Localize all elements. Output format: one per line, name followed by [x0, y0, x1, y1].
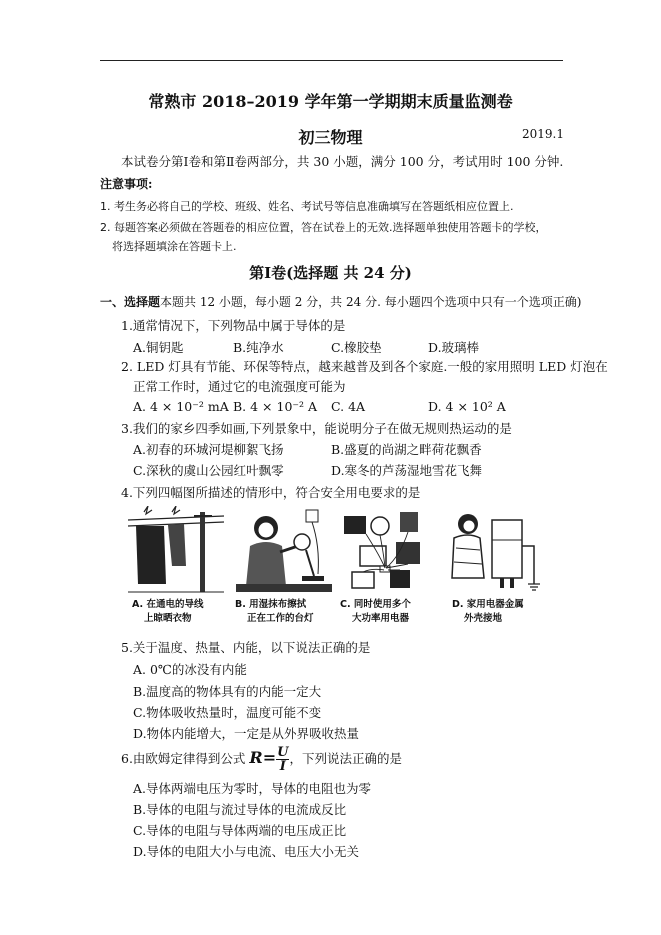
option: B.温度高的物体具有的内能一定大: [133, 684, 322, 699]
section-desc: 本题共 12 小题，每小题 2 分，共 24 分. 每小题四个选项中只有一个选项正确): [160, 295, 582, 309]
option: A.导体两端电压为零时，导体的电阻也为零: [133, 781, 372, 796]
caption-a: A. 在通电的导线 上晾晒衣物: [132, 599, 204, 624]
option: A. 0℃的冰没有内能: [133, 662, 247, 677]
question-2-stem-cont: 正常工作时，通过它的电流强度可能为: [133, 379, 346, 394]
image-d-grounded-appliance: [444, 506, 540, 594]
option: C.深秋的虞山公园红叶飘零: [133, 463, 284, 478]
option: B.盛夏的尚湖之畔荷花飘香: [331, 442, 482, 457]
caption-c: C. 同时使用多个 大功率用电器: [340, 599, 411, 624]
option: D. 4 × 10² A: [428, 399, 506, 414]
option: B. 4 × 10⁻² A: [233, 399, 318, 414]
intro-text: 本试卷分第Ⅰ卷和第Ⅱ卷两部分，共 30 小题，满分 100 分，考试用时 100 分钟.: [121, 154, 564, 169]
formula-r: R: [249, 748, 263, 767]
image-c-many-appliances: [340, 506, 436, 594]
question-5-stem: 5.关于温度、热量、内能，以下说法正确的是: [121, 640, 371, 655]
notice-item: 2. 每题答案必须做在答题卷的相应位置，答在试卷上的无效.选择题单独使用答题卡的学校，: [100, 221, 547, 234]
option: C.橡胶垫: [331, 340, 382, 355]
subject-title: 初三物理: [298, 128, 363, 147]
question-1-stem: 1.通常情况下，下列物品中属于导体的是: [121, 318, 346, 333]
option: C.物体吸收热量时，温度可能不变: [133, 705, 322, 720]
notice-item: 将选择题填涂在答题卡上.: [112, 240, 237, 253]
option: A. 4 × 10⁻² mA: [133, 399, 229, 414]
option: C. 4A: [331, 399, 366, 414]
question-3-stem: 3.我们的家乡四季如画,下列景象中，能说明分子在做无规则热运动的是: [121, 421, 512, 436]
option: D.物体内能增大，一定是从外界吸收热量: [133, 726, 360, 741]
formula-fraction: $\frac{U}{I}$: [277, 745, 289, 774]
notice-item: 1. 考生务必将自己的学校、班级、姓名、考试号等信息准确填写在答题纸相应位置上.: [100, 200, 514, 213]
option: D.寒冬的芦荡湿地雪花飞舞: [331, 463, 483, 478]
option: A.初春的环城河堤柳絮飞扬: [133, 442, 284, 457]
page-title: 常熟市 2018–2019 学年第一学期期末质量监测卷: [148, 92, 513, 111]
section-label: 一、选择题: [100, 295, 161, 309]
option: B.导体的电阻与流过导体的电流成反比: [133, 802, 347, 817]
image-b-wiping-lamp: [236, 506, 332, 594]
option: C.导体的电阻与导体两端的电压成正比: [133, 823, 347, 838]
question-2-stem: 2. LED 灯具有节能、环保等特点，越来越普及到各个家庭.一般的家用照明 LED 灯泡在: [121, 359, 608, 374]
top-rule: [100, 60, 563, 61]
option: D.导体的电阻大小与电流、电压大小无关: [133, 844, 360, 859]
question-4-stem: 4.下列四幅图所描述的情形中，符合安全用电要求的是: [121, 485, 421, 500]
section-instructions: [100, 293, 581, 310]
option: B.纯净水: [233, 340, 284, 355]
option: D.玻璃棒: [428, 340, 480, 355]
formula-equals: =: [262, 748, 277, 767]
image-a-power-line-clothes: [128, 506, 224, 594]
caption-d: D. 家用电器金属 外壳接地: [452, 599, 524, 624]
question-6-stem: 6.由欧姆定律得到公式 R= $\frac{U}{I}$ ，下列说法正确的是: [121, 745, 402, 774]
notice-heading: 注意事项:: [100, 177, 153, 191]
option: A.铜钥匙: [133, 340, 184, 355]
section-title: 第Ⅰ卷(选择题 共 24 分): [249, 264, 412, 282]
exam-date: 2019.1: [522, 127, 564, 141]
caption-b: B. 用湿抹布擦拭 正在工作的台灯: [235, 599, 314, 624]
